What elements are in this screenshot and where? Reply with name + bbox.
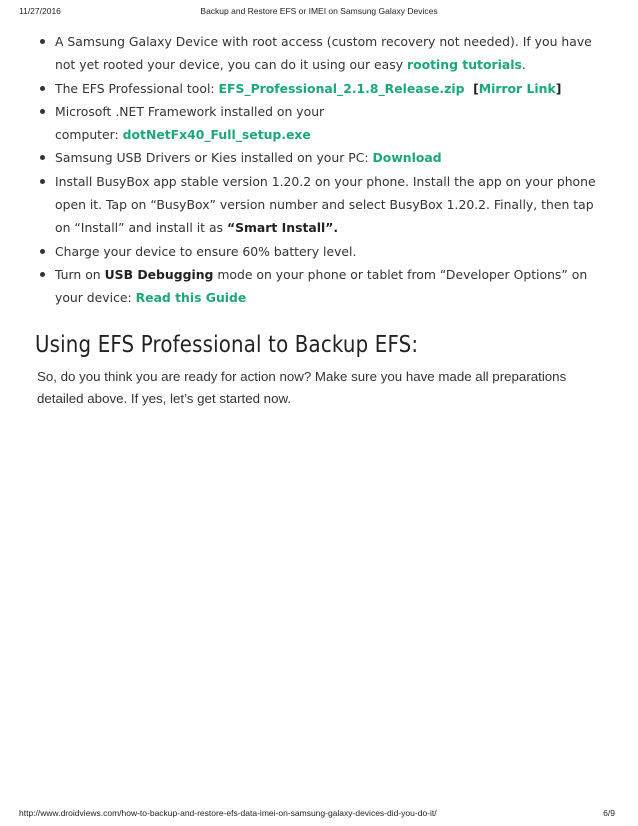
efs-professional-download-link[interactable]: EFS_Professional_2.1.8_Release.zip	[218, 80, 465, 96]
list-item	[37, 100, 605, 147]
bracket-text: [	[464, 80, 479, 96]
item-text: mode on your phone or tablet from “Developer Options” on your device:	[55, 266, 588, 306]
usb-drivers-download-link[interactable]: Download	[372, 150, 442, 166]
print-date: 11/27/2016	[19, 6, 61, 16]
item-text: Charge your device to ensure 60% battery level.	[55, 243, 357, 259]
list-item	[37, 170, 605, 240]
print-header	[0, 0, 638, 20]
requirements-list	[37, 30, 605, 310]
list-item	[37, 77, 605, 100]
item-text: computer:	[55, 127, 123, 143]
smart-install-text: “Smart Install”.	[226, 220, 339, 236]
item-text: Samsung USB Drivers or Kies installed on your PC:	[55, 150, 373, 166]
item-text: Turn on	[55, 266, 105, 282]
rooting-tutorials-link[interactable]: rooting tutorials	[406, 57, 522, 73]
print-title: Backup and Restore EFS or IMEI on Samsung Galaxy Devices	[200, 6, 438, 16]
read-guide-link[interactable]: Read this Guide	[135, 290, 247, 306]
page-number: 6/9	[603, 808, 615, 818]
list-item	[37, 263, 605, 310]
section-paragraph: So, do you think you are ready for action now? Make sure you have made all preparations detailed above. If yes, let’s get started now.	[37, 368, 567, 407]
mirror-link[interactable]: Mirror Link	[478, 80, 556, 96]
item-text: Install BusyBox app stable version 1.20.2 on your phone. Install the app on your phone open it. Tap on “BusyBox” version number and select BusyBox 1.20.2. Finally, then tap on “Install” and install it as	[55, 173, 596, 236]
list-item	[37, 240, 605, 263]
item-text: .	[521, 57, 526, 73]
item-text: The EFS Professional tool:	[55, 80, 219, 96]
dotnet-download-link[interactable]: dotNetFx40_Full_setup.exe	[122, 127, 311, 143]
item-text: Microsoft .NET Framework installed on your	[55, 103, 325, 119]
item-text: A Samsung Galaxy Device with root access (custom recovery not needed). If you have not yet rooted your device, you can do it using our easy	[55, 34, 592, 73]
bracket-text: ]	[555, 80, 562, 96]
article-content	[37, 30, 605, 411]
section-heading: Using EFS Professional to Backup EFS:	[35, 331, 419, 358]
page-url: http://www.droidviews.com/how-to-backup-and-restore-efs-data-imei-on-samsung-galaxy-devices-did-you-do-it/	[19, 808, 437, 818]
usb-debugging-text: USB Debugging	[104, 266, 214, 282]
print-footer	[0, 804, 638, 826]
list-item	[37, 30, 605, 77]
list-item	[37, 146, 605, 169]
